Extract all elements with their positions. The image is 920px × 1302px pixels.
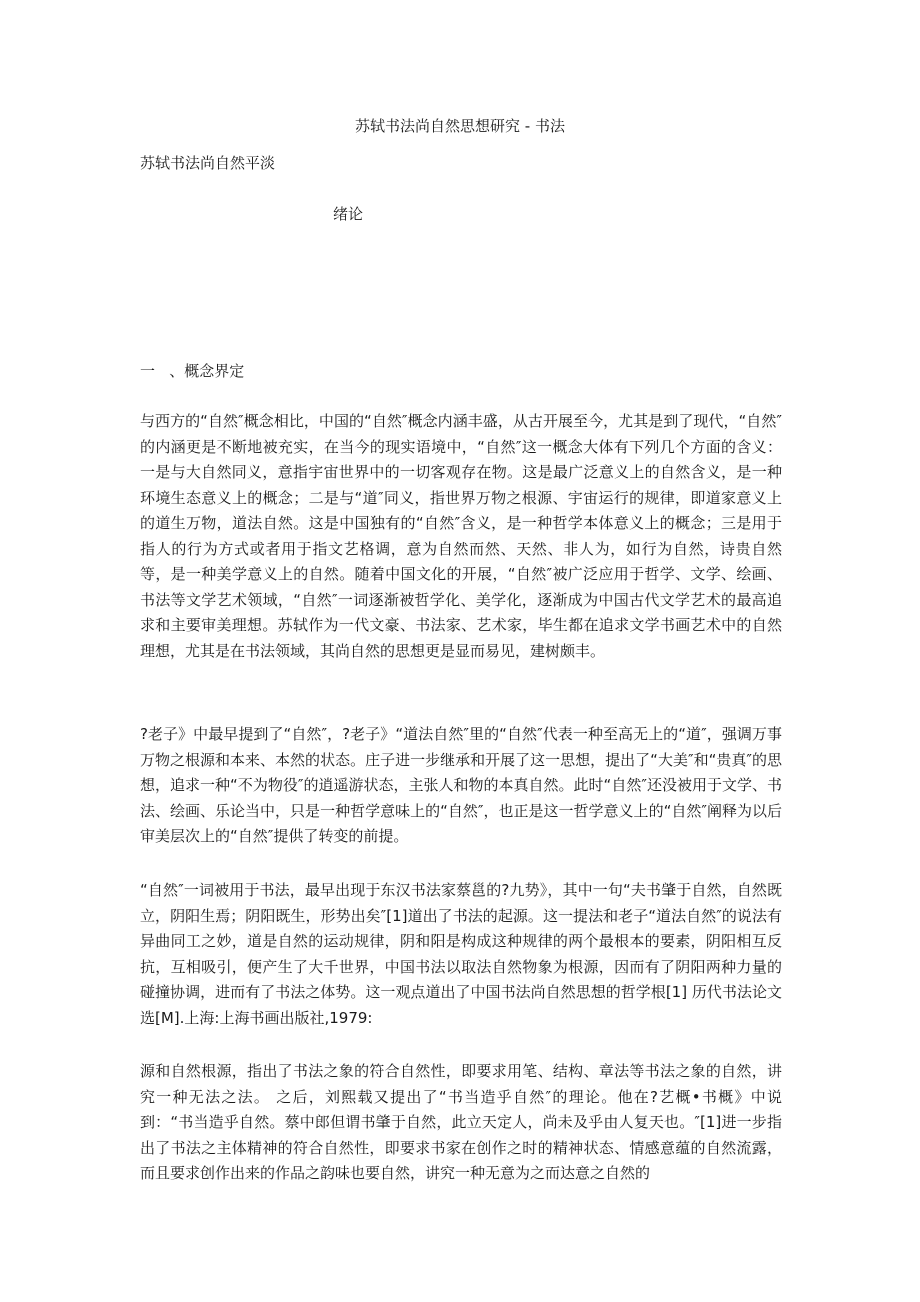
- intro-heading: 绪论: [333, 205, 364, 223]
- section-heading: 一 、概念界定: [140, 362, 245, 380]
- paragraph: 与西方的“自然″概念相比，中国的“自然″概念内涵丰盛，从古开展至今，尤其是到了现代，“自然″的内涵更是不断地被充实，在当今的现实语境中，“自然″这一概念大体有下列几个方面的含义：一是与大自然同义，意指宇宙世界中的一切客观存在物。这是最广泛意义上的自然含义，是一种环境生态意义上的概念；二是与“道″同义，指世界万物之根源、宇宙运行的规律，即道家意义上的道生万物，道法自然。这是中国独有的“自然″含义，是一种哲学本体意义上的概念；三是用于指人的行为方式或者用于指文艺格调，意为自然而然、天然、非人为，如行为自然，诗贵自然等，是一种美学意义上的自然。随着中国文化的开展，“自然″被广泛应用于哲学、文学、绘画、书法等文学艺术领域，“自然″一词逐渐被哲学化、美学化，逐渐成为中国古代文学艺术的最高追求和主要审美理想。苏轼作为一代文豪、书法家、艺术家，毕生都在追求文学书画艺术中的自然理想，尤其是在书法领域，其尚自然的思想更是显而易见，建树颇丰。: [140, 412, 782, 660]
- document-subtitle: 苏轼书法尚自然平淡: [140, 154, 276, 172]
- document-title: 苏轼书法尚自然思想研究 - 书法: [355, 117, 565, 135]
- paragraph: “自然″一词被用于书法，最早出现于东汉书法家蔡邕的?九势》，其中一句“夫书肇于自然，自然既立，阴阳生焉；阴阳既生，形势出矣″[1]道出了书法的起源。这一提法和老子“道法自然″的说法有异曲同工之妙，道是自然的运动规律，阴和阳是构成这种规律的两个最根本的要素，阴阳相互反抗，互相吸引，便产生了大千世界，中国书法以取法自然物象为根源，因而有了阴阳两种力量的碰撞协调，进而有了书法之体势。这一观点道出了中国书法尚自然思想的哲学根[1] 历代书法论文选[M].上海:上海书画出版社,1979:: [140, 881, 782, 1027]
- paragraph: 源和自然根源，指出了书法之象的符合自然性，即要求用笔、结构、章法等书法之象的自然，讲究一种无法之法。 之后，刘熙载又提出了“书当造乎自然″的理论。他在?艺概•书概》中说到：“书当造乎自然。蔡中郎但谓书肇于自然，此立天定人，尚未及乎由人复天也。″[1]进一步指出了书法之主体精神的符合自然性，即要求书家在创作之时的精神状态、情感意蕴的自然流露，而且要求创作出来的作品之韵味也要自然，讲究一种无意为之而达意之自然的: [140, 1062, 782, 1182]
- paragraph: ?老子》中最早提到了“自然″，?老子》“道法自然″里的“自然″代表一种至高无上的“道″，强调万事万物之根源和本来、本然的状态。庄子进一步继承和开展了这一思想，提出了“大美″和“贵真″的思想，追求一种“不为物役″的逍遥游状态，主张人和物的本真自然。此时“自然″还没被用于文学、书法、绘画、乐论当中，只是一种哲学意味上的“自然″，也正是这一哲学意义上的“自然″阐释为以后审美层次上的“自然″提供了转变的前提。: [140, 725, 782, 845]
